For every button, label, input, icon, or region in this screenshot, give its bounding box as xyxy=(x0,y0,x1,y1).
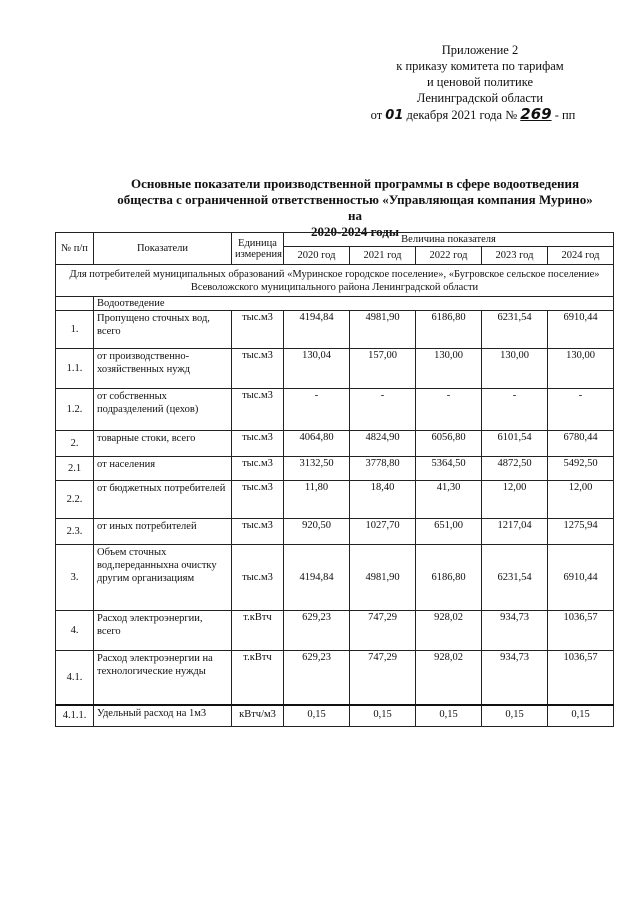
table-row xyxy=(56,519,614,545)
row-value: 4872,50 xyxy=(482,457,548,481)
row-value: 0,15 xyxy=(284,705,350,727)
row-number: 3. xyxy=(56,545,94,611)
col-header-year: 2024 год xyxy=(548,247,614,265)
row-value: 1217,04 xyxy=(482,519,548,545)
row-number: 2. xyxy=(56,431,94,457)
row-value: 6056,80 xyxy=(416,431,482,457)
col-header-year: 2021 год xyxy=(350,247,416,265)
order-date-line xyxy=(346,106,600,124)
row-unit: тыс.м3 xyxy=(232,545,284,611)
row-value: 0,15 xyxy=(416,705,482,727)
row-value: 4194,84 xyxy=(284,311,350,349)
table-row xyxy=(56,545,614,611)
row-number: 4.1. xyxy=(56,651,94,705)
handwritten-order-number: 269 xyxy=(520,105,552,123)
row-number: 2.1 xyxy=(56,457,94,481)
row-indicator: Удельный расход на 1м3 xyxy=(94,705,232,727)
row-value: 6910,44 xyxy=(548,545,614,611)
row-value: 651,00 xyxy=(416,519,482,545)
row-value: 920,50 xyxy=(284,519,350,545)
row-unit: тыс.м3 xyxy=(232,431,284,457)
row-value: 0,15 xyxy=(482,705,548,727)
table-row xyxy=(56,457,614,481)
appendix-header xyxy=(360,42,600,124)
row-value: 130,00 xyxy=(416,349,482,389)
row-value: 130,04 xyxy=(284,349,350,389)
col-header-value-group: Величина показателя xyxy=(284,233,614,247)
row-value: 6186,80 xyxy=(416,311,482,349)
row-value: 0,15 xyxy=(548,705,614,727)
col-header-year: 2022 год xyxy=(416,247,482,265)
row-value: - xyxy=(350,389,416,431)
row-value: 5492,50 xyxy=(548,457,614,481)
row-value: 130,00 xyxy=(482,349,548,389)
row-value: - xyxy=(548,389,614,431)
row-unit: тыс.м3 xyxy=(232,311,284,349)
col-header-year: 2023 год xyxy=(482,247,548,265)
row-value: 0,15 xyxy=(350,705,416,727)
row-value: 6780,44 xyxy=(548,431,614,457)
row-value: 3132,50 xyxy=(284,457,350,481)
row-value: - xyxy=(482,389,548,431)
row-indicator: Расход электроэнергии на технологические нужды xyxy=(94,651,232,705)
table-row xyxy=(56,481,614,519)
row-value: 6231,54 xyxy=(482,311,548,349)
row-value: 4981,90 xyxy=(350,311,416,349)
row-value: 629,23 xyxy=(284,611,350,651)
row-number: 4. xyxy=(56,611,94,651)
row-unit: тыс.м3 xyxy=(232,389,284,431)
row-unit: тыс.м3 xyxy=(232,349,284,389)
row-unit: кВтч/м3 xyxy=(232,705,284,727)
title-line-1: Основные показатели производственной программы в сфере водоотведения xyxy=(131,176,579,191)
row-value: 4981,90 xyxy=(350,545,416,611)
row-unit: тыс.м3 xyxy=(232,457,284,481)
table-row xyxy=(56,431,614,457)
row-indicator: от производственно-хозяйственных нужд xyxy=(94,349,232,389)
row-value: 12,00 xyxy=(482,481,548,519)
col-header-indicator: Показатели xyxy=(94,233,232,265)
table-row xyxy=(56,611,614,651)
row-value: 928,02 xyxy=(416,611,482,651)
table-row xyxy=(56,349,614,389)
row-value: 4824,90 xyxy=(350,431,416,457)
row-value: 6101,54 xyxy=(482,431,548,457)
row-indicator: товарные стоки, всего xyxy=(94,431,232,457)
row-number: 2.3. xyxy=(56,519,94,545)
row-value: 1027,70 xyxy=(350,519,416,545)
col-header-num: № п/п xyxy=(56,233,94,265)
row-value: 747,29 xyxy=(350,611,416,651)
row-indicator: от бюджетных потребителей xyxy=(94,481,232,519)
row-indicator: от населения xyxy=(94,457,232,481)
row-indicator: от иных потребителей xyxy=(94,519,232,545)
title-line-2: общества с ограниченной ответственностью «Управляющая компания Мурино» на xyxy=(117,192,593,223)
row-value: 11,80 xyxy=(284,481,350,519)
row-value: 4064,80 xyxy=(284,431,350,457)
row-indicator: Пропущено сточных вод, всего xyxy=(94,311,232,349)
row-value: 3778,80 xyxy=(350,457,416,481)
row-number: 1.2. xyxy=(56,389,94,431)
order-suffix: - пп xyxy=(554,108,576,122)
handwritten-day: 01 xyxy=(385,108,404,123)
row-value: 934,73 xyxy=(482,651,548,705)
row-value: 4194,84 xyxy=(284,545,350,611)
row-value: 6231,54 xyxy=(482,545,548,611)
table-row xyxy=(56,389,614,431)
title-line-3: 2020-2024 годы xyxy=(310,224,399,239)
indicators-table xyxy=(55,232,614,727)
section-num-cell xyxy=(56,297,94,311)
row-indicator: Расход электроэнергии, всего xyxy=(94,611,232,651)
row-value: 1275,94 xyxy=(548,519,614,545)
row-number: 1. xyxy=(56,311,94,349)
section-row-wastewater: Водоотведение xyxy=(94,297,614,311)
row-value: 157,00 xyxy=(350,349,416,389)
col-header-year: 2020 год xyxy=(284,247,350,265)
row-value: 6910,44 xyxy=(548,311,614,349)
committee-name: и ценовой политике xyxy=(426,75,534,89)
row-value: - xyxy=(284,389,350,431)
row-indicator: от собственных подразделений (цехов) xyxy=(94,389,232,431)
row-value: 629,23 xyxy=(284,651,350,705)
row-number: 2.2. xyxy=(56,481,94,519)
row-unit: тыс.м3 xyxy=(232,519,284,545)
order-reference: к приказу комитета по тарифам xyxy=(396,59,564,73)
row-value: 1036,57 xyxy=(548,611,614,651)
row-value: 6186,80 xyxy=(416,545,482,611)
table-row xyxy=(56,705,614,727)
col-header-unit: Единица измерения xyxy=(232,233,284,265)
row-value: 934,73 xyxy=(482,611,548,651)
row-unit: т.кВтч xyxy=(232,651,284,705)
date-rest: декабря 2021 года № xyxy=(406,108,518,122)
row-value: 1036,57 xyxy=(548,651,614,705)
row-value: 18,40 xyxy=(350,481,416,519)
consumer-group-row: Для потребителей муниципальных образований «Муринское городское поселение», «Бугровское сельское поселение» Всеволожского муниципального района Ленинградской области xyxy=(56,265,614,297)
row-value: 41,30 xyxy=(416,481,482,519)
document-title xyxy=(110,176,600,240)
row-value: 130,00 xyxy=(548,349,614,389)
date-prefix: от xyxy=(370,108,383,122)
row-unit: т.кВтч xyxy=(232,611,284,651)
row-value: - xyxy=(416,389,482,431)
row-indicator: Объем сточных вод,переданныхна очистку другим организациям xyxy=(94,545,232,611)
table-row xyxy=(56,651,614,705)
region-name: Ленинградской области xyxy=(416,91,544,105)
row-value: 12,00 xyxy=(548,481,614,519)
row-value: 5364,50 xyxy=(416,457,482,481)
row-value: 747,29 xyxy=(350,651,416,705)
table-row xyxy=(56,311,614,349)
row-number: 4.1.1. xyxy=(56,705,94,727)
row-value: 928,02 xyxy=(416,651,482,705)
row-unit: тыс.м3 xyxy=(232,481,284,519)
appendix-title: Приложение 2 xyxy=(441,43,519,57)
row-number: 1.1. xyxy=(56,349,94,389)
